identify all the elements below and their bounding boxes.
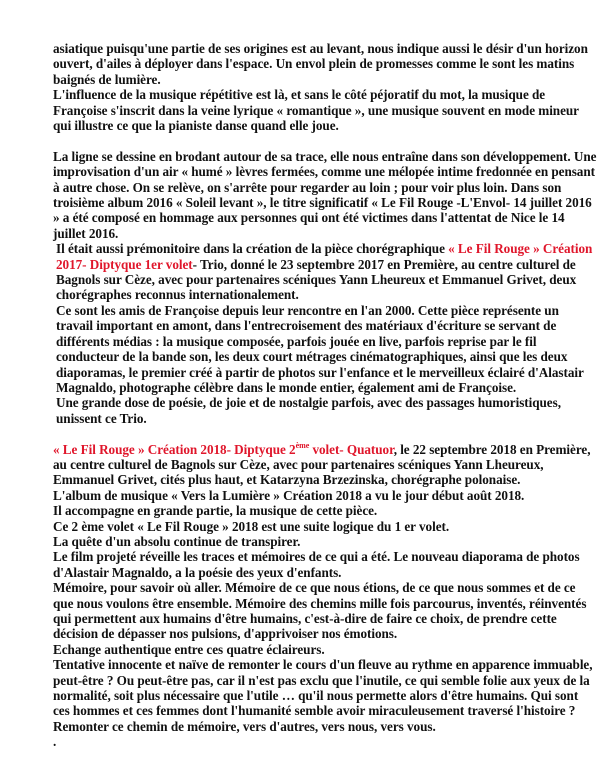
paragraph-second-volet: Ce 2 ème volet « Le Fil Rouge » 2018 est une suite logique du 1 er volet. [53,518,450,534]
fil-rouge-2018-title [53,442,394,457]
fil-rouge-2018-title-b: volet- Quatuor [309,441,394,457]
paragraph-spacer [53,426,598,441]
paragraph-origins: asiatique puisqu'une partie de ses origines est au levant, nous indique aussi le désir d'un horizon ouvert, d'ailes à déployer dans l'espace. Un envol plein de promesses comme le sont les matins baignés de lumière. [53,41,588,87]
paragraph-quatuor [53,442,598,488]
paragraph-trio: Une grande dose de poésie, de joie et de nostalgie parfois, avec des passages humoristiques, unissent ce Trio. [56,395,561,426]
ordinal-superscript: ème [295,440,310,450]
quatuor-details: , le 22 septembre 2018 en Première, au centre culturel de Bagnols sur Cèze, avec pour partenaires scéniques Yann Lheureux, Emmanuel Grivet, cités plus haut, et Katarzyna Brzezinska, chorégraphe polonaise. [53,441,591,488]
fil-rouge-2017-title: « Le Fil Rouge » Création 2017- Diptyque 1er volet [56,241,593,272]
document-page [53,41,598,750]
paragraph-trailing-dot: . [53,734,57,750]
paragraph-ligne: La ligne se dessine en brodant autour de sa trace, elle nous entraîne dans son développement. Une improvisation d'un air « humé » lèvres fermées, comme une mélopée intime fredonnée en pensant à autre chose. On se relève, on s'arrête pour regarder au loin ; pour voir plus loin. Dans son troisième album 2016 « Soleil levant », le titre significatif « Le Fil Rouge -L'Envol- 14 juillet 2016 » a été composé en hommage aux personnes qui ont été victimes dans l'attentat de Nice le 14 juillet 2016. [53,148,597,241]
paragraph-echange: Echange authentique entre ces quatre éclaireurs. [53,641,325,657]
fil-rouge-2018-title-a: « Le Fil Rouge » Création 2018- Diptyque 2 [53,441,296,457]
premonitoire-text: Il était aussi prémonitoire dans la création de la pièce chorégraphique [56,241,449,257]
paragraph-spacer [53,133,598,148]
paragraph-accompagne: Il accompagne en grande partie, la musique de cette pièce. [53,503,378,519]
paragraph-amis: Ce sont les amis de Françoise depuis leur rencontre en l'an 2000. Cette pièce représente un travail important en amont, dans l'entrecroisement des matériaux d'écriture se servant de différents médias : la musique composée, parfois jouée en live, parfois reprise par le fil conducteur de la bande son, les deux court métrages cinématographiques, ainsi que les deux diaporamas, le premier créé à partir de photos sur l'enfance et le merveilleux éclairé d'Alastair Magnaldo, photographe célèbre dans le monde entier, également ami de Françoise. [56,302,584,395]
premonitoire-details: - Trio, donné le 23 septembre 2017 en Première, au centre culturel de Bagnols sur Cèze, avec pour partenaires scéniques Yann Lheureux et Emmanuel Grivet, deux chorégraphes reconnus internationalement. [56,256,577,303]
paragraph-influence: L'influence de la musique répétitive est là, et sans le côté péjoratif du mot, la musique de Françoise s'inscrit dans la veine lyrique « romantique », une musique souvent en mode mineur qui illustre ce que la pianiste danse quand elle joue. [53,87,579,134]
paragraph-tentative: Tentative innocente et naïve de remonter le cours d'un fleuve au rythme en apparence immuable, peut-être ? Ou peut-être pas, car il n'est pas exclu que l'inutile, ce qui semble folie aux yeux de la normalité, soit plus nécessaire que l'utile … qu'il nous permette alors d'être humains. Qui sont ces hommes et ces femmes dont l'humanité semble avoir miraculeusement traversé l'histoire ? Remonter ce chemin de mémoire, vers d'autres, vers nous, vers vous. [53,657,593,734]
paragraph-quete: La quête d'un absolu continue de transpirer. [53,533,301,549]
paragraph-film: Le film projeté réveille les traces et mémoires de ce qui a été. Le nouveau diaporama de photos d'Alastair Magnaldo, a la poésie des yeux d'enfants. [53,549,580,580]
paragraph-album: L'album de musique « Vers la Lumière » Création 2018 a vu le jour début août 2018. [53,487,525,503]
paragraph-memoire: Mémoire, pour savoir où aller. Mémoire de ce que nous étions, de ce que nous sommes et de ce que nous voulons être ensemble. Mémoire des chemins mille fois parcourus, inventés, réinventés qui permettent aux humains d'être humains, c'est-à-dire de faire ce choix, de prendre cette décision de dépasser nos pulsions, d'apprivoiser nos émotions. [53,580,587,642]
paragraph-premonitoire [53,241,598,303]
